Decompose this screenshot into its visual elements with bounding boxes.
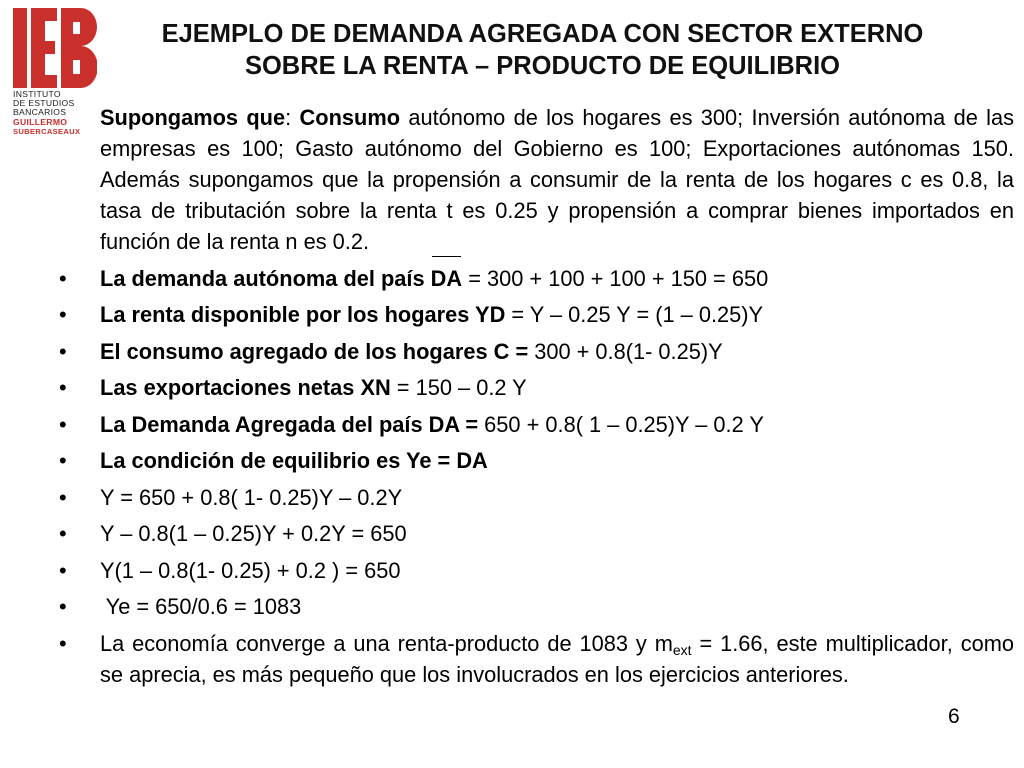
- intro-lead-bold1: Supongamos que: [100, 105, 286, 130]
- bullet-11-pre: La economía converge a una renta-producto de 1083 y m: [100, 630, 673, 656]
- bullet-equation-2: • Y – 0.8(1 – 0.25)Y + 0.2Y = 650: [100, 518, 1014, 549]
- bullet-1-text: = 300 + 100 + 100 + 150 = 650: [462, 265, 769, 291]
- logo-text-line2: DE ESTUDIOS: [13, 98, 75, 108]
- intro-lead-bold2: Consumo: [299, 105, 401, 130]
- bullet-2-text: = Y – 0.25 Y = (1 – 0.25)Y: [505, 302, 764, 327]
- intro-text: autónomo de los hogares es 300; Inversión autónoma de las empresas es 100; Gasto autónomo del Gobierno es 100; Exportaciones autónomas 150. Además supongamos que la propensión a consumir de la renta de los hogares c es 0.8, la tasa de tributación sobre la renta t es 0.25 y propensión a comprar bienes importados en función de la renta n es 0.2.: [100, 105, 1015, 254]
- slide-body: [100, 102, 1014, 690]
- bullet-aggregate-consumption: [100, 336, 1014, 367]
- intro-lead-sep: :: [285, 105, 300, 130]
- bullet-1-bar: DA: [430, 265, 463, 291]
- bullet-4-text: = 150 – 0.2 Y: [390, 375, 527, 400]
- bullet-5-bold: La Demanda Agregada del país DA =: [100, 411, 479, 437]
- logo-text-line4: GUILLERMO: [13, 117, 68, 127]
- bullet-autonomous-demand: [100, 263, 1014, 294]
- bullet-2-bold: La renta disponible por los hogares YD: [100, 302, 506, 327]
- bullet-11-sub: ext: [672, 641, 692, 658]
- bullet-equation-result: • Ye = 650/0.6 = 1083: [100, 591, 1014, 622]
- bullet-disposable-income: [100, 299, 1014, 330]
- ieb-logo-mark-icon: [13, 8, 97, 88]
- slide-title: [105, 18, 980, 82]
- bullet-4-bold: Las exportaciones netas XN: [100, 375, 391, 400]
- bullet-aggregate-demand: [100, 409, 1014, 440]
- bullet-5-text: 650 + 0.8( 1 – 0.25)Y – 0.2 Y: [478, 411, 764, 437]
- bullet-1-bold: La demanda autónoma del país: [100, 265, 431, 291]
- logo-text-line3: BANCARIOS: [13, 107, 67, 117]
- institution-logo: [13, 8, 97, 140]
- bullet-3-bold: El consumo agregado de los hogares C =: [100, 338, 529, 364]
- intro-paragraph: [100, 102, 1014, 257]
- logo-text-line5: SUBERCASEAUX: [13, 127, 81, 136]
- bullet-conclusion: [100, 628, 1014, 690]
- bullet-equilibrium-condition: [100, 445, 1014, 476]
- logo-text-line1: INSTITUTO: [13, 89, 61, 99]
- bullet-net-exports: [100, 372, 1014, 403]
- title-line2: SOBRE LA RENTA – PRODUCTO DE EQUILIBRIO: [244, 52, 841, 80]
- bullet-3-text: 300 + 0.8(1- 0.25)Y: [528, 338, 723, 364]
- page-number: 6: [948, 705, 960, 728]
- bullet-11-post: = 1.66, este multiplicador, como se aprecia, es más pequeño que los involucrados en los ejercicios anteriores.: [100, 630, 1014, 687]
- bullet-6-bold: La condición de equilibrio es Ye = DA: [100, 448, 488, 473]
- bullet-equation-3: • Y(1 – 0.8(1- 0.25) + 0.2 ) = 650: [100, 555, 1014, 586]
- bullet-equation-1: • Y = 650 + 0.8( 1- 0.25)Y – 0.2Y: [100, 482, 1014, 513]
- title-line1: EJEMPLO DE DEMANDA AGREGADA CON SECTOR EXTERNO: [161, 20, 924, 48]
